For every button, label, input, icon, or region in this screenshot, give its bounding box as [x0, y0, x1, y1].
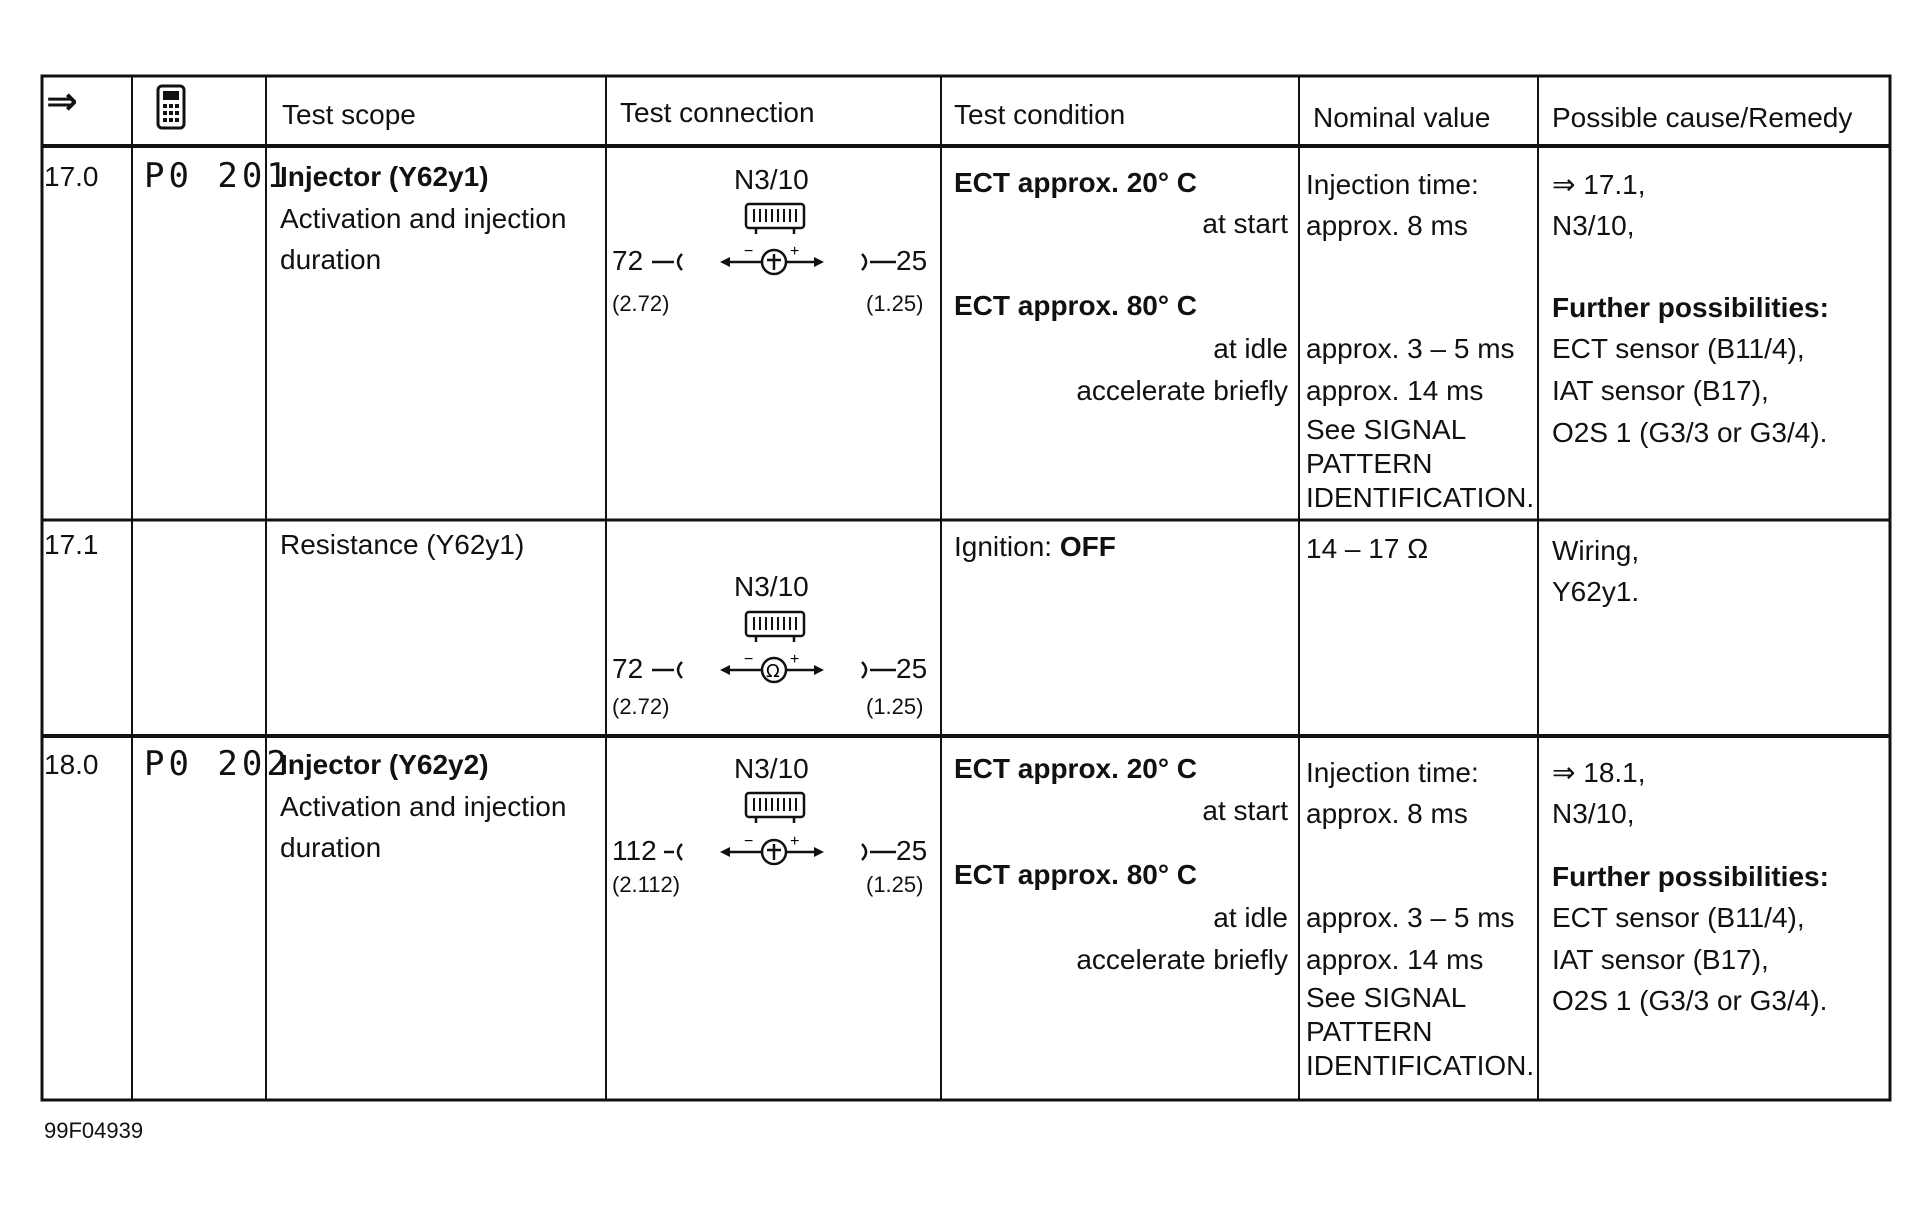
tester-icon — [154, 84, 190, 132]
header-nominal-value: Nominal value — [1313, 102, 1491, 133]
voltmeter-connection-icon — [650, 244, 900, 280]
remedy-6: O2S 1 (G3/3 or G3/4). — [1552, 985, 1828, 1016]
right-pin-sub: (1.25) — [866, 694, 924, 719]
remedy-1: Wiring, — [1552, 535, 1640, 566]
left-pin-sub: (2.112) — [612, 872, 681, 897]
scope-description-2: duration — [280, 832, 382, 863]
condition-2b: accelerate briefly — [1076, 944, 1288, 975]
remedy-3: Further possibilities: — [1552, 292, 1829, 323]
remedy-1: ⇒ 18.1, — [1552, 757, 1646, 788]
header-test-connection: Test connection — [620, 97, 815, 128]
right-pin: 25 — [896, 245, 928, 276]
right-pin-sub: (1.25) — [866, 291, 924, 316]
svg-text:+: + — [790, 652, 800, 668]
svg-text:+: + — [790, 244, 800, 260]
right-pin: 25 — [896, 835, 928, 866]
connector-label: N3/10 — [734, 753, 809, 784]
header-possible-cause: Possible cause/Remedy — [1552, 102, 1853, 133]
ecu-connector-icon — [742, 608, 808, 644]
nominal-2: approx. 8 ms — [1306, 210, 1468, 241]
nominal-6: PATTERN — [1306, 448, 1433, 479]
nominal-1: 14 – 17 Ω — [1306, 533, 1429, 564]
header-arrow: ⇒ — [46, 81, 78, 123]
remedy-2: N3/10, — [1552, 798, 1635, 829]
left-pin: 72 — [612, 653, 644, 684]
remedy-4: ECT sensor (B11/4), — [1552, 333, 1805, 364]
left-pin: 72 — [612, 245, 644, 276]
condition-prefix: Ignition: — [954, 531, 1060, 562]
condition-2a: at idle — [1213, 902, 1288, 933]
svg-text:−: − — [744, 244, 754, 260]
condition-2b: accelerate briefly — [1076, 375, 1288, 406]
svg-text:Ω: Ω — [766, 661, 780, 682]
condition-2: ECT approx. 80° C — [954, 290, 1198, 321]
condition-1a: at start — [1202, 795, 1288, 826]
fault-code: P0 201 — [144, 156, 291, 196]
nominal-2: approx. 8 ms — [1306, 798, 1468, 829]
header-test-condition: Test condition — [954, 99, 1126, 130]
remedy-4: ECT sensor (B11/4), — [1552, 902, 1805, 933]
nominal-4: approx. 14 ms — [1306, 944, 1484, 975]
figure-id: 99F04939 — [44, 1118, 144, 1143]
remedy-1: ⇒ 17.1, — [1552, 169, 1646, 200]
step-number: 18.0 — [44, 749, 99, 780]
left-pin-sub: (2.72) — [612, 694, 670, 719]
remedy-5: IAT sensor (B17), — [1552, 944, 1769, 975]
condition-2: ECT approx. 80° C — [954, 859, 1198, 890]
remedy-2: N3/10, — [1552, 210, 1635, 241]
right-pin: 25 — [896, 653, 928, 684]
ecu-connector-icon — [742, 789, 808, 825]
header-test-scope: Test scope — [282, 99, 416, 130]
condition-1: ECT approx. 20° C — [954, 167, 1198, 198]
remedy-6: O2S 1 (G3/3 or G3/4). — [1552, 417, 1828, 448]
left-pin: 112 — [612, 835, 657, 866]
ohmmeter-connection-icon — [650, 652, 900, 688]
remedy-5: IAT sensor (B17), — [1552, 375, 1769, 406]
nominal-6: PATTERN — [1306, 1016, 1433, 1047]
scope-description: Activation and injection — [280, 203, 567, 234]
nominal-1: Injection time: — [1306, 169, 1479, 200]
fault-code: P0 202 — [144, 744, 291, 784]
nominal-7: IDENTIFICATION. — [1306, 1050, 1535, 1081]
left-pin-sub: (2.72) — [612, 291, 670, 316]
nominal-7: IDENTIFICATION. — [1306, 482, 1535, 513]
scope-title: Injector (Y62y1) — [280, 161, 489, 192]
connector-label: N3/10 — [734, 164, 809, 195]
scope-description: Activation and injection — [280, 791, 567, 822]
remedy-3: Further possibilities: — [1552, 861, 1829, 892]
svg-text:+: + — [790, 834, 800, 850]
condition-value: OFF — [1059, 531, 1116, 562]
nominal-3: approx. 3 – 5 ms — [1306, 902, 1515, 933]
step-number: 17.0 — [44, 161, 99, 192]
step-number: 17.1 — [44, 529, 99, 560]
nominal-1: Injection time: — [1306, 757, 1479, 788]
condition-1a: at start — [1202, 208, 1288, 239]
scope-description-2: duration — [280, 244, 382, 275]
svg-text:−: − — [744, 652, 754, 668]
nominal-5: See SIGNAL — [1306, 982, 1467, 1013]
remedy-2: Y62y1. — [1552, 576, 1640, 607]
nominal-4: approx. 14 ms — [1306, 375, 1484, 406]
right-pin-sub: (1.25) — [866, 872, 924, 897]
condition-2a: at idle — [1213, 333, 1288, 364]
scope-title: Resistance (Y62y1) — [280, 529, 525, 560]
svg-text:−: − — [744, 834, 754, 850]
nominal-3: approx. 3 – 5 ms — [1306, 333, 1515, 364]
nominal-5: See SIGNAL — [1306, 414, 1467, 445]
ecu-connector-icon — [742, 200, 808, 236]
condition-1 — [954, 530, 1116, 564]
scope-title: Injector (Y62y2) — [280, 749, 489, 780]
condition-1: ECT approx. 20° C — [954, 753, 1198, 784]
connector-label: N3/10 — [734, 571, 809, 602]
voltmeter-connection-icon — [662, 834, 900, 870]
